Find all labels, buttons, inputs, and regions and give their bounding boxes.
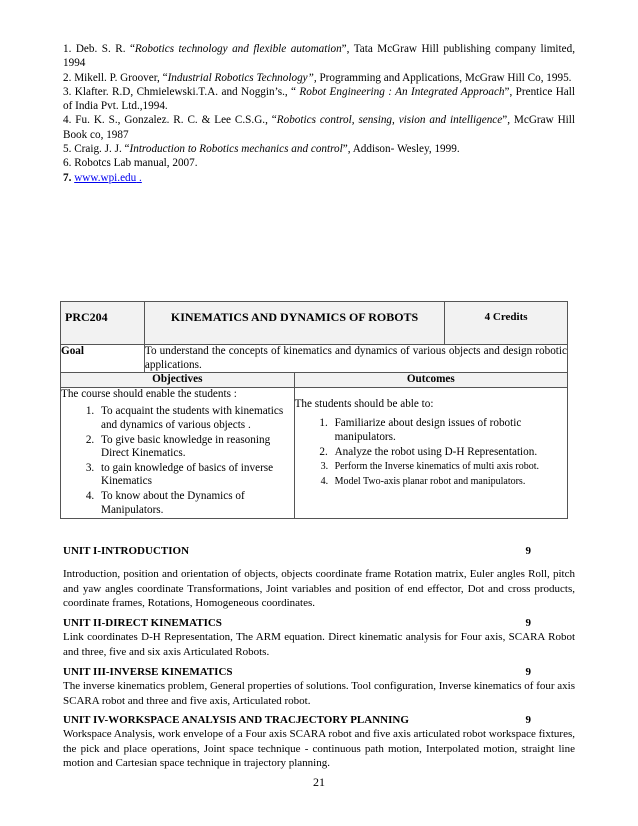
objective-item: 1. To acquaint the students with kinematics and dynamics of various objects . bbox=[97, 405, 294, 432]
unit-3 bbox=[63, 665, 575, 708]
unit-heading: UNIT IV-WORKSPACE ANALYSIS AND TRACJECTORY PLANNING 9 bbox=[63, 714, 531, 726]
course-credits: 4 Credits bbox=[445, 302, 568, 345]
reference-1: 1. Deb. S. R. “Robotics technology and flexible automation”, Tata McGraw Hill publishing company limited, 1994 bbox=[63, 43, 575, 70]
objectives-outcomes-header bbox=[61, 373, 568, 388]
page-number: 21 bbox=[313, 775, 325, 789]
unit-heading: UNIT I-INTRODUCTION 9 bbox=[63, 545, 531, 557]
unit-4 bbox=[63, 713, 575, 770]
course-title: KINEMATICS AND DYNAMICS OF ROBOTS bbox=[144, 302, 444, 345]
unit-1 bbox=[63, 544, 575, 610]
outcomes-header: Outcomes bbox=[294, 373, 567, 388]
objectives-header: Objectives bbox=[61, 373, 295, 388]
reference-4: 4. Fu. K. S., Gonzalez. R. C. & Lee C.S.G., “Robotics control, sensing, vision and intelligence”, McGraw Hill Book co, 1987 bbox=[63, 114, 575, 141]
objectives-list bbox=[61, 405, 294, 517]
outcomes-list bbox=[295, 417, 567, 488]
outcome-item: 4. Model Two-axis planar robot and manipulators. bbox=[331, 475, 567, 489]
outcomes-intro: The students should be able to: bbox=[294, 397, 434, 410]
course-code: PRC204 bbox=[61, 302, 145, 345]
objective-item: 2. To give basic knowledge in reasoning Direct Kinematics. bbox=[97, 434, 294, 461]
unit-text: The inverse kinematics problem, General properties of solutions. Tool configuration, Inverse kinematics of four axis SCARA robot and three and five axis, Articulated robot. bbox=[63, 680, 575, 707]
reference-5: 5. Craig. J. J. “Introduction to Robotics mechanics and control”, Addison- Wesley, 1999. bbox=[63, 143, 460, 156]
unit-text: Workspace Analysis, work envelope of a Four axis SCARA robot and five axis articulated robot workspace fixtures, the pick and place operations, Joint space technique - continuous path motion, Interpolated motion, straight line motion and Cartesian space technique in trajectory planning. bbox=[63, 728, 575, 769]
objectives-cell bbox=[61, 387, 295, 518]
unit-heading: UNIT III-INVERSE KINEMATICS 9 bbox=[63, 666, 531, 678]
references-list bbox=[63, 42, 575, 185]
outcome-item: 3. Perform the Inverse kinematics of multi axis robot. bbox=[331, 460, 567, 474]
unit-text: Link coordinates D-H Representation, The ARM equation. Direct kinematic analysis for Four axis, SCARA Robot and three, five and six axis Articulated Robots. bbox=[63, 631, 575, 658]
unit-2 bbox=[63, 616, 575, 659]
reference-6: 6. Robotcs Lab manual, 2007. bbox=[63, 157, 198, 170]
outcomes-cell bbox=[294, 387, 567, 518]
reference-2: 2. Mikell. P. Groover, “Industrial Robotics Technology”, Programming and Applications, McGraw Hill Co, 1995. bbox=[63, 71, 572, 84]
course-header-row bbox=[61, 302, 568, 345]
goal-row bbox=[61, 345, 568, 373]
objectives-outcomes-row bbox=[61, 387, 568, 518]
reference-7: 7. www.wpi.edu . bbox=[63, 171, 142, 184]
objectives-intro: The course should enable the students : bbox=[61, 387, 237, 400]
unit-heading: UNIT II-DIRECT KINEMATICS 9 bbox=[63, 617, 531, 629]
outcome-item: 2. Analyze the robot using D-H Representation. bbox=[331, 446, 567, 460]
course-table bbox=[60, 301, 568, 519]
goal-text: To understand the concepts of kinematics and dynamics of various objects and design robotic applications. bbox=[144, 345, 567, 373]
wpi-link[interactable]: www.wpi.edu bbox=[74, 171, 137, 184]
reference-3: 3. Klafter. R.D, Chmielewski.T.A. and Noggin’s., “ Robot Engineering : An Integrated Approach”, Prentice Hall of India Pvt. Ltd.,1994. bbox=[63, 85, 575, 113]
unit-text: Introduction, position and orientation of objects, objects coordinate frame Rotation matrix, Euler angles Roll, pitch and yaw angles coordinate Transformations, Joint variables and position of end effector, Dot and cross products, coordinate frames, Rotations, Homogeneous coordinates. bbox=[63, 568, 575, 609]
outcome-item: 1. Familiarize about design issues of robotic manipulators. bbox=[331, 417, 567, 444]
goal-label: Goal bbox=[61, 345, 145, 373]
objective-item: 4. To know about the Dynamics of Manipulators. bbox=[97, 490, 294, 517]
objective-item: 3. to gain knowledge of basics of inverse Kinematics bbox=[97, 462, 294, 489]
